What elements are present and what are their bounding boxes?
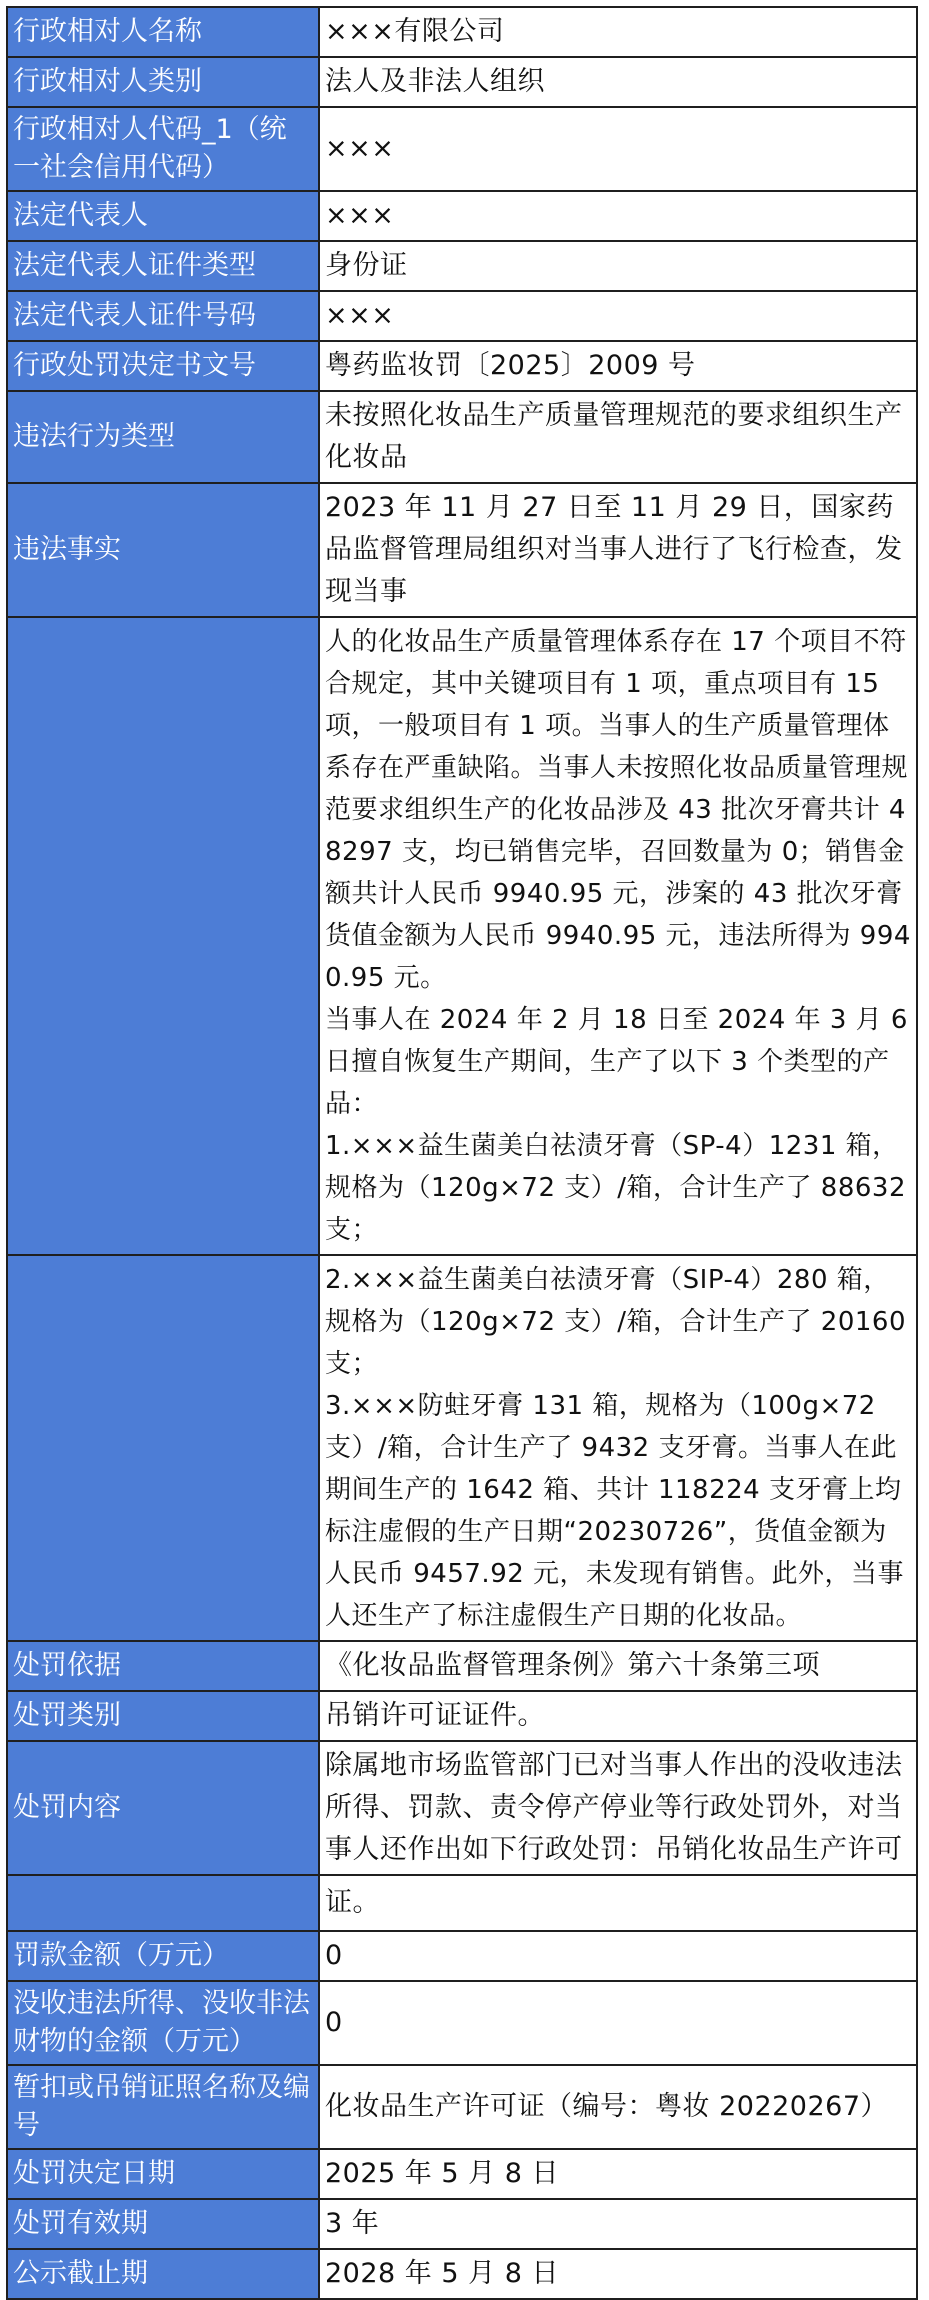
table-row — [7, 1641, 917, 1691]
field-label-publicity-deadline: 公示截止期 — [7, 2249, 319, 2299]
field-value-confiscation-amount: 0 — [319, 1981, 917, 2065]
penalty-info-table — [6, 6, 918, 2300]
table-row — [7, 2149, 917, 2199]
field-value-credit-code: ××× — [319, 107, 917, 191]
table-row — [7, 1691, 917, 1741]
field-value-validity: 3 年 — [319, 2199, 917, 2249]
field-value-publicity-deadline: 2028 年 5 月 8 日 — [319, 2249, 917, 2299]
field-value-license-revoked: 化妆品生产许可证（编号：粤妆 20220267） — [319, 2065, 917, 2149]
table-row — [7, 107, 917, 191]
field-value-violation-facts-cont-1: 人的化妆品生产质量管理体系存在 17 个项目不符合规定，其中关键项目有 1 项，重点项目有 15 项，一般项目有 1 项。当事人的生产质量管理体系存在严重缺陷。当事人未按照化妆品质量管理规范要求组织生产的化妆品涉及 43 批次牙膏共计 48297 支，均已销售完毕，召回数量为 0；销售金额共计人民币 9940.95 元，涉案的 43 批次牙膏货值金额为人民币 9940.95 元，违法所得为 9940.95 元。 当事人在 2024 年 2 月 18 日至 2024 年 3 月 6 日擅自恢复生产期间，生产了以下 3 个类型的产品： 1.×××益生菌美白祛渍牙膏（SP-4）1231 箱，规格为（120g×72 支）/箱，合计生产了 88632 支； — [319, 617, 917, 1255]
table-row — [7, 241, 917, 291]
field-label-credit-code: 行政相对人代码_1（统一社会信用代码） — [7, 107, 319, 191]
field-value-decision-number: 粤药监妆罚〔2025〕2009 号 — [319, 341, 917, 391]
field-label-fine-amount: 罚款金额（万元） — [7, 1931, 319, 1981]
field-value-legal-rep: ××× — [319, 191, 917, 241]
field-label-penalty-content: 处罚内容 — [7, 1741, 319, 1875]
field-value-party-name: ×××有限公司 — [319, 7, 917, 57]
field-label-penalty-basis: 处罚依据 — [7, 1641, 319, 1691]
table-row — [7, 1741, 917, 1875]
field-label-violation-facts: 违法事实 — [7, 483, 319, 617]
field-value-violation-type: 未按照化妆品生产质量管理规范的要求组织生产化妆品 — [319, 391, 917, 483]
field-value-id-number: ××× — [319, 291, 917, 341]
field-value-penalty-category: 吊销许可证证件。 — [319, 1691, 917, 1741]
table-row — [7, 617, 917, 1255]
field-label-penalty-category: 处罚类别 — [7, 1691, 319, 1741]
field-label-validity: 处罚有效期 — [7, 2199, 319, 2249]
field-value-violation-facts-cont-2: 2.×××益生菌美白祛渍牙膏（SIP-4）280 箱，规格为（120g×72 支）/箱，合计生产了 20160 支； 3.×××防蛀牙膏 131 箱，规格为（100g×72 支）/箱，合计生产了 9432 支牙膏。当事人在此期间生产的 1642 箱、共计 118224 支牙膏上均标注虚假的生产日期“20230726”，货值金额为人民币 9457.92 元，未发现有销售。此外，当事人还生产了标注虚假生产日期的化妆品。 — [319, 1255, 917, 1641]
table-row — [7, 483, 917, 617]
table-row — [7, 1931, 917, 1981]
field-label-decision-number: 行政处罚决定书文号 — [7, 341, 319, 391]
field-label-continuation — [7, 617, 319, 1255]
table-row — [7, 2065, 917, 2149]
field-value-violation-facts: 2023 年 11 月 27 日至 11 月 29 日，国家药品监督管理局组织对当事人进行了飞行检查，发现当事 — [319, 483, 917, 617]
table-row — [7, 7, 917, 57]
field-value-penalty-basis: 《化妆品监督管理条例》第六十条第三项 — [319, 1641, 917, 1691]
field-value-penalty-content-cont: 证。 — [319, 1875, 917, 1931]
field-label-continuation — [7, 1875, 319, 1931]
field-value-penalty-content: 除属地市场监管部门已对当事人作出的没收违法所得、罚款、责令停产停业等行政处罚外，对当事人还作出如下行政处罚：吊销化妆品生产许可 — [319, 1741, 917, 1875]
field-value-id-type: 身份证 — [319, 241, 917, 291]
table-row — [7, 1981, 917, 2065]
field-value-decision-date: 2025 年 5 月 8 日 — [319, 2149, 917, 2199]
table-row — [7, 341, 917, 391]
field-label-id-number: 法定代表人证件号码 — [7, 291, 319, 341]
field-label-continuation — [7, 1255, 319, 1641]
table-row — [7, 291, 917, 341]
table-row — [7, 191, 917, 241]
table-row — [7, 1875, 917, 1931]
field-label-confiscation-amount: 没收违法所得、没收非法财物的金额（万元） — [7, 1981, 319, 2065]
field-label-id-type: 法定代表人证件类型 — [7, 241, 319, 291]
field-label-party-name: 行政相对人名称 — [7, 7, 319, 57]
field-label-legal-rep: 法定代表人 — [7, 191, 319, 241]
field-value-party-type: 法人及非法人组织 — [319, 57, 917, 107]
table-row — [7, 2199, 917, 2249]
table-row — [7, 2249, 917, 2299]
table-row — [7, 57, 917, 107]
field-label-license-revoked: 暂扣或吊销证照名称及编号 — [7, 2065, 319, 2149]
field-label-decision-date: 处罚决定日期 — [7, 2149, 319, 2199]
field-label-violation-type: 违法行为类型 — [7, 391, 319, 483]
table-row — [7, 391, 917, 483]
field-value-fine-amount: 0 — [319, 1931, 917, 1981]
table-row — [7, 1255, 917, 1641]
field-label-party-type: 行政相对人类别 — [7, 57, 319, 107]
